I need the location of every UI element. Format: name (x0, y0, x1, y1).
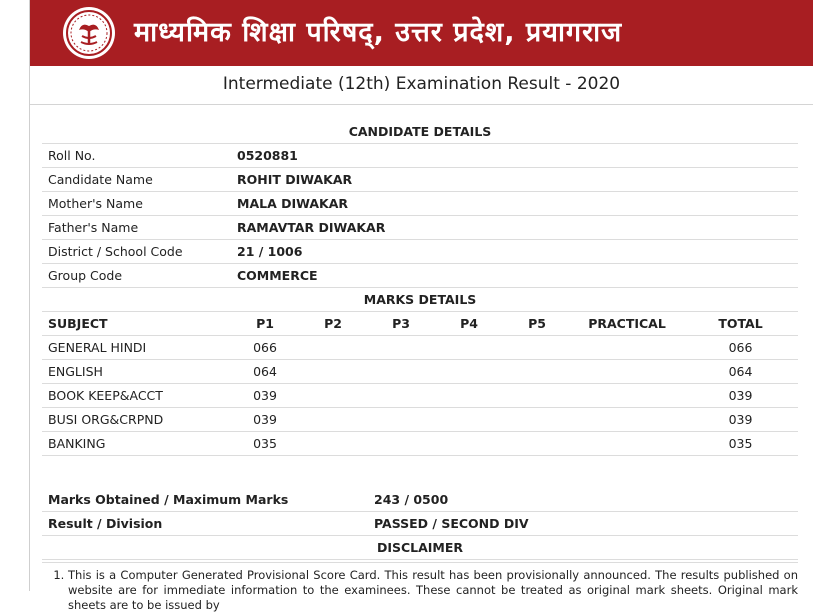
mother-name-value: MALA DIWAKAR (231, 192, 798, 216)
total-cell: 039 (683, 408, 798, 432)
p4-cell (435, 384, 503, 408)
candidate-name-value: ROHIT DIWAKAR (231, 168, 798, 192)
roll-no-label: Roll No. (42, 144, 231, 168)
district-school-code-value: 21 / 1006 (231, 240, 798, 264)
column-header-p1: P1 (231, 312, 299, 336)
candidate-row (42, 144, 798, 168)
p1-cell: 039 (231, 384, 299, 408)
column-header-p2: P2 (299, 312, 367, 336)
p2-cell (299, 384, 367, 408)
father-name-label: Father's Name (42, 216, 231, 240)
candidate-section-title: CANDIDATE DETAILS (42, 120, 798, 144)
subject-cell: ENGLISH (42, 360, 231, 384)
column-header-p3: P3 (367, 312, 435, 336)
candidate-row (42, 168, 798, 192)
district-school-code-label: District / School Code (42, 240, 231, 264)
total-cell: 039 (683, 384, 798, 408)
p1-cell: 039 (231, 408, 299, 432)
p2-cell (299, 432, 367, 456)
total-cell: 066 (683, 336, 798, 360)
p3-cell (367, 360, 435, 384)
disclaimer-block (42, 562, 798, 613)
disclaimer-item: 1. This is a Computer Generated Provisional Score Card. This result has been provisionally announced. The results published on website are for immediate information to the examinees. These cannot be treated as original mark sheets. Original mark sheets are to be issued by (68, 568, 798, 613)
result-summary-table (42, 488, 798, 560)
table-row (42, 384, 798, 408)
roll-no-value: 0520881 (231, 144, 798, 168)
marks-obtained-label: Marks Obtained / Maximum Marks (42, 488, 368, 512)
p2-cell (299, 408, 367, 432)
father-name-value: RAMAVTAR DIWAKAR (231, 216, 798, 240)
p3-cell (367, 336, 435, 360)
candidate-section-header (42, 120, 798, 144)
p1-cell: 066 (231, 336, 299, 360)
subject-cell: BUSI ORG&CRPND (42, 408, 231, 432)
p3-cell (367, 432, 435, 456)
p1-cell: 035 (231, 432, 299, 456)
column-header-p4: P4 (435, 312, 503, 336)
column-header-practical: PRACTICAL (571, 312, 683, 336)
p5-cell (503, 336, 571, 360)
subject-cell: GENERAL HINDI (42, 336, 231, 360)
candidate-row (42, 264, 798, 288)
p3-cell (367, 408, 435, 432)
board-header (30, 0, 813, 66)
board-title: माध्यमिक शिक्षा परिषद्, उत्तर प्रदेश, प्रयागराज (134, 17, 623, 48)
result-division-label: Result / Division (42, 512, 368, 536)
p4-cell (435, 408, 503, 432)
practical-cell (571, 360, 683, 384)
table-row (42, 360, 798, 384)
result-division-value: PASSED / SECOND DIV (368, 512, 798, 536)
p5-cell (503, 408, 571, 432)
candidate-row (42, 192, 798, 216)
total-cell: 064 (683, 360, 798, 384)
column-header-total: TOTAL (683, 312, 798, 336)
up-government-emblem-icon (62, 6, 116, 60)
marks-obtained-row (42, 488, 798, 512)
table-row (42, 408, 798, 432)
candidate-details-table (42, 120, 798, 288)
total-cell: 035 (683, 432, 798, 456)
subject-cell: BOOK KEEP&ACCT (42, 384, 231, 408)
marks-section-header (42, 288, 798, 312)
column-header-subject: SUBJECT (42, 312, 231, 336)
table-row (42, 336, 798, 360)
p4-cell (435, 360, 503, 384)
practical-cell (571, 336, 683, 360)
p2-cell (299, 336, 367, 360)
candidate-row (42, 216, 798, 240)
p3-cell (367, 384, 435, 408)
marks-section-title: MARKS DETAILS (42, 288, 798, 312)
disclaimer-title: DISCLAIMER (42, 536, 798, 560)
marks-obtained-value: 243 / 0500 (368, 488, 798, 512)
mother-name-label: Mother's Name (42, 192, 231, 216)
marks-column-headers (42, 312, 798, 336)
p5-cell (503, 432, 571, 456)
subject-cell: BANKING (42, 432, 231, 456)
p5-cell (503, 384, 571, 408)
candidate-row (42, 240, 798, 264)
p5-cell (503, 360, 571, 384)
result-division-row (42, 512, 798, 536)
exam-title: Intermediate (12th) Examination Result - 2020 (30, 66, 813, 105)
practical-cell (571, 408, 683, 432)
group-code-value: COMMERCE (231, 264, 798, 288)
practical-cell (571, 432, 683, 456)
p2-cell (299, 360, 367, 384)
candidate-name-label: Candidate Name (42, 168, 231, 192)
group-code-label: Group Code (42, 264, 231, 288)
practical-cell (571, 384, 683, 408)
p4-cell (435, 432, 503, 456)
table-row (42, 432, 798, 456)
disclaimer-section-header (42, 536, 798, 560)
marks-details-table (42, 288, 798, 456)
p4-cell (435, 336, 503, 360)
p1-cell: 064 (231, 360, 299, 384)
column-header-p5: P5 (503, 312, 571, 336)
